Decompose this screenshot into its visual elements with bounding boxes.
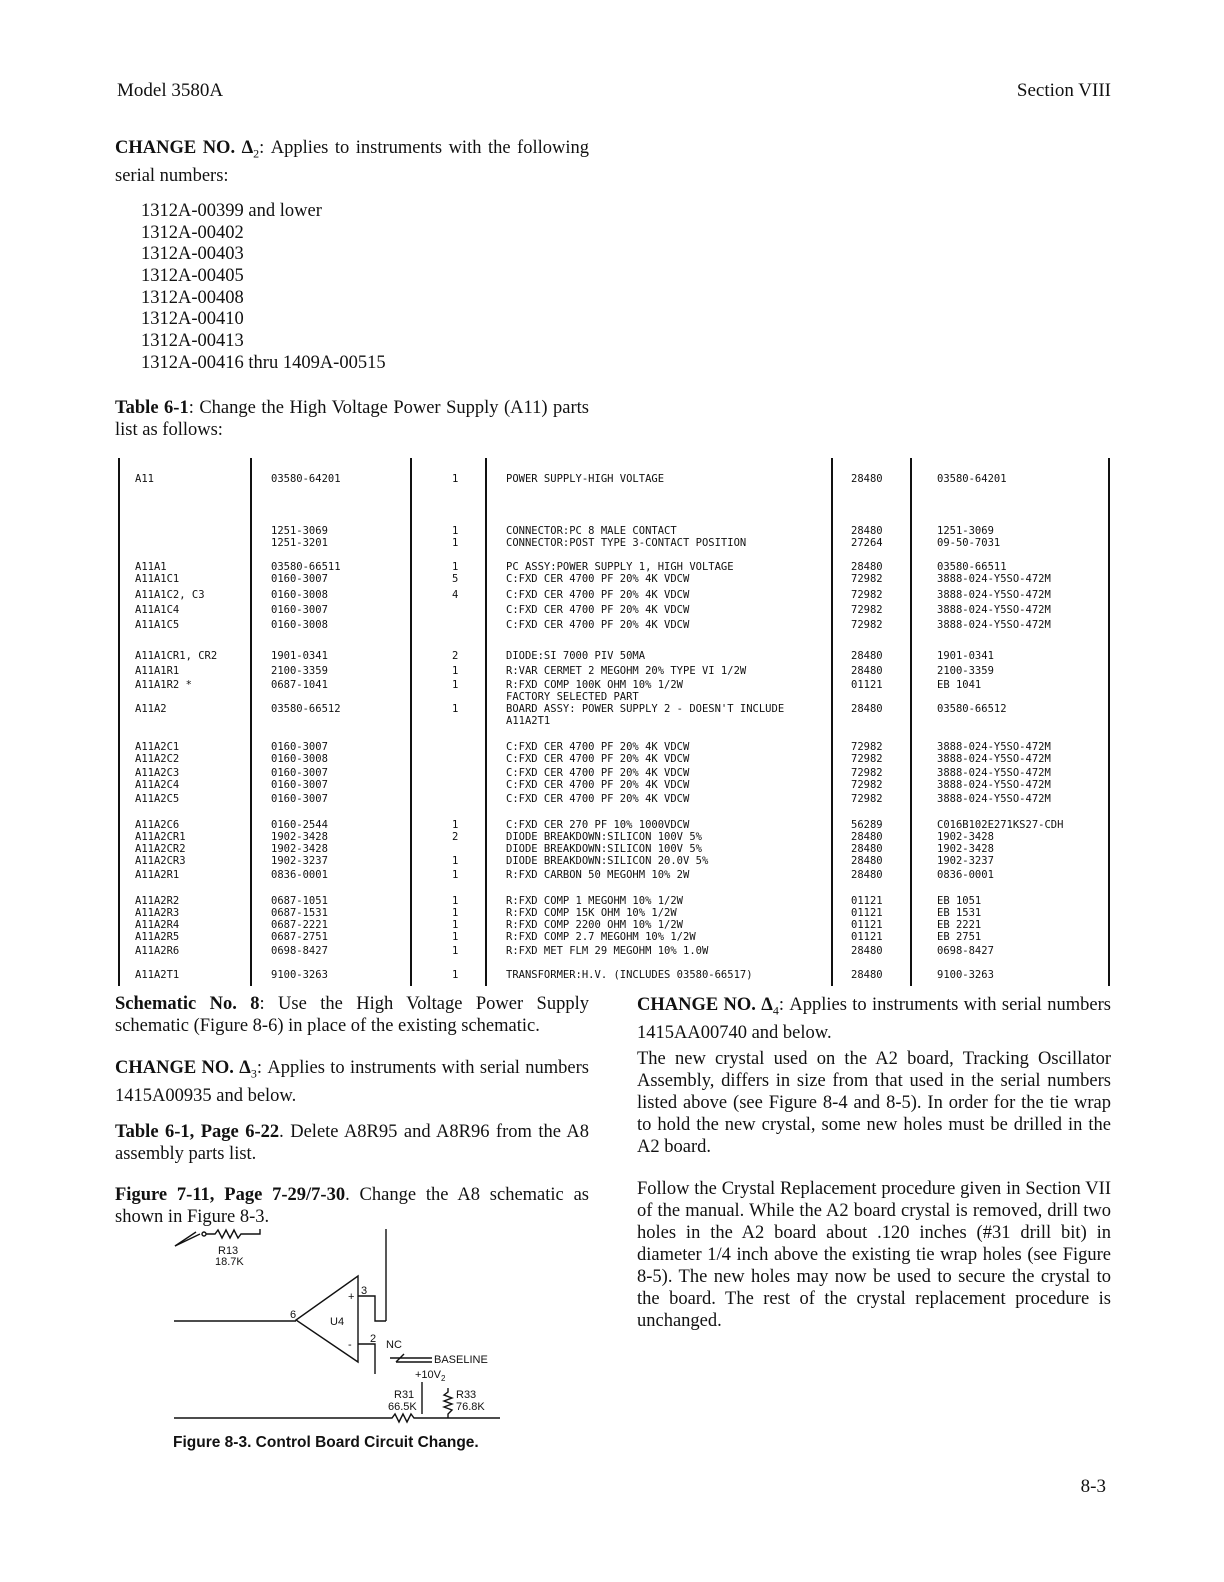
cell-ref: A11A2R6 (135, 945, 180, 957)
cell-qty: 1 (452, 525, 459, 537)
cell-mfr: 28480 (851, 969, 883, 981)
figure-caption: Figure 8-3. Control Board Circuit Change. (173, 1434, 479, 1451)
cell-pn: 03580-64201 (271, 473, 341, 485)
r13-label: R13 (218, 1245, 239, 1257)
cell-mpn: 1901-0341 (937, 650, 994, 662)
table-rule (485, 458, 487, 986)
serial-number: 1312A-00416 thru 1409A-00515 (141, 352, 386, 373)
table-change-text: : Change the High Voltage Power Supply (A11) parts list as follows: (115, 398, 589, 440)
cell-qty: 1 (452, 945, 459, 957)
cell-mpn: 3888-024-Y5SO-472M (937, 793, 1051, 805)
cell-desc: R:VAR CERMET 2 MEGOHM 20% TYPE VI 1/2W (506, 665, 747, 677)
cell-pn: 03580-66512 (271, 703, 341, 715)
table-rule (831, 458, 833, 986)
cell-qty: 1 (452, 561, 459, 573)
cell-ref: A11A1R2 * (135, 679, 192, 691)
cell-ref: A11A2C5 (135, 793, 180, 805)
cell-mpn: 3888-024-Y5SO-472M (937, 604, 1051, 616)
cell-qty: 1 (452, 473, 459, 485)
cell-mpn: 3888-024-Y5SO-472M (937, 741, 1051, 753)
supply-label: $+10V_2$ (415, 1369, 446, 1383)
page-number: 8-3 (1080, 1476, 1106, 1497)
cell-desc: DIODE BREAKDOWN:SILICON 100V 5% (506, 831, 702, 843)
table-delete-text: . Delete A8R95 and A8R96 from the A8 assembly parts list. (115, 1122, 589, 1164)
cell-ref: A11A2R2 (135, 895, 180, 907)
r13-node (202, 1232, 206, 1236)
cell-ref: A11A2R4 (135, 919, 180, 931)
baseline-label: BASELINE (434, 1354, 488, 1366)
pin3-wire (358, 1296, 386, 1321)
cell-mpn: 2100-3359 (937, 665, 994, 677)
cell-mpn: 1902-3428 (937, 831, 994, 843)
cell-mpn: 1902-3237 (937, 855, 994, 867)
cell-desc: R:FXD CARBON 50 MEGOHM 10% 2W (506, 869, 690, 881)
pin6-label: 6 (290, 1309, 297, 1321)
cell-qty: 1 (452, 855, 459, 867)
r33-label: R33 (456, 1389, 477, 1401)
cell-qty: 1 (452, 537, 459, 549)
cell-mfr: 01121 (851, 919, 883, 931)
cell-mfr: 28480 (851, 665, 883, 677)
cell-pn: 0160-2544 (271, 819, 328, 831)
cell-pn: 0160-3007 (271, 779, 328, 791)
r31-label: R31 (394, 1389, 415, 1401)
r31-value: 66.5K (388, 1401, 417, 1413)
cell-pn: 0687-1051 (271, 895, 328, 907)
cell-pn: 1902-3428 (271, 831, 328, 843)
cell-mfr: 28480 (851, 561, 883, 573)
cell-ref: A11A2C3 (135, 767, 180, 779)
cell-qty: 1 (452, 869, 459, 881)
change4-paragraph (637, 994, 1111, 1044)
cell-mpn: 3888-024-Y5SO-472M (937, 767, 1051, 779)
cell-mpn: 3888-024-Y5SO-472M (937, 753, 1051, 765)
cell-mpn: 03580-66511 (937, 561, 1007, 573)
table-rule (410, 458, 412, 986)
control-board-schematic (160, 1224, 520, 1424)
cell-desc: C:FXD CER 4700 PF 20% 4K VDCW (506, 767, 690, 779)
cell-ref: A11A2C4 (135, 779, 180, 791)
header-model: Model 3580A (117, 80, 224, 101)
cell-desc: R:FXD COMP 100K OHM 10% 1/2W (506, 679, 684, 691)
change4-text: : Applies to instruments with serial numbers 1415AA00740 and below. (637, 995, 1111, 1043)
cell-ref: A11A1R1 (135, 665, 180, 677)
table-rule (910, 458, 912, 986)
cell-desc: POWER SUPPLY-HIGH VOLTAGE (506, 473, 665, 485)
cell-mfr: 01121 (851, 907, 883, 919)
cell-ref: A11A2 (135, 703, 167, 715)
cell-mfr: 72982 (851, 573, 883, 585)
cell-desc: DIODE BREAKDOWN:SILICON 100V 5% (506, 843, 702, 855)
cell-mfr: 28480 (851, 855, 883, 867)
cell-desc: R:FXD COMP 2200 OHM 10% 1/2W (506, 919, 684, 931)
serial-number: 1312A-00410 (141, 309, 244, 330)
change3-title: CHANGE NO. $\Delta_3$ (115, 1058, 257, 1081)
cell-ref: A11A1C1 (135, 573, 180, 585)
plus-label: + (348, 1291, 355, 1303)
cell-desc: DIODE:SI 7000 PIV 50MA (506, 650, 646, 662)
r13-value: 18.7K (215, 1256, 244, 1268)
cell-pn: 0160-3007 (271, 741, 328, 753)
figure-change-ref: Figure 7-11, Page 7-29/7-30 (115, 1185, 346, 1205)
cell-desc: DIODE BREAKDOWN:SILICON 20.0V 5% (506, 855, 709, 867)
cell-qty: 2 (452, 831, 459, 843)
cell-mpn: 3888-024-Y5SO-472M (937, 779, 1051, 791)
replacement-paragraph: Follow the Crystal Replacement procedure given in Section VII of the manual. While the A2 board crystal is removed, drill two holes in the A2 board about .120 inches (#31 drill bit) in diameter 1/4 inch above the existing tie wrap holes (see Figure 8-5). The new holes may now be used to secure the crystal to the board. The rest of the crystal replacement procedure is unchanged. (637, 1179, 1111, 1331)
cell-desc: CONNECTOR:PC 8 MALE CONTACT (506, 525, 677, 537)
cell-mpn: EB 2751 (937, 931, 982, 943)
cell-desc: R:FXD COMP 2.7 MEGOHM 10% 1/2W (506, 931, 696, 943)
cell-qty: 2 (452, 650, 459, 662)
cell-ref: A11A2C6 (135, 819, 180, 831)
cell-mfr: 28480 (851, 525, 883, 537)
cell-qty: 1 (452, 895, 459, 907)
cell-pn: 1901-0341 (271, 650, 328, 662)
serial-number: 1312A-00408 (141, 287, 244, 308)
cell-pn: 03580-66511 (271, 561, 341, 573)
cell-desc: C:FXD CER 4700 PF 20% 4K VDCW (506, 753, 690, 765)
table-rule (118, 458, 120, 986)
header-section: Section VIII (1016, 80, 1111, 101)
figure-change-text: . Change the A8 schematic as shown in Figure 8-3. (115, 1185, 590, 1227)
cell-mpn: 0836-0001 (937, 869, 994, 881)
table-delete-ref: Table 6-1, Page 6-22 (115, 1122, 280, 1142)
cell-mfr: 28480 (851, 869, 883, 881)
cell-ref: A11A2T1 (135, 969, 180, 981)
cell-pn: 0836-0001 (271, 869, 328, 881)
cell-desc: R:FXD COMP 15K OHM 10% 1/2W (506, 907, 677, 919)
cell-pn: 1251-3069 (271, 525, 328, 537)
cell-mpn: 3888-024-Y5SO-472M (937, 589, 1051, 601)
cell-qty: 1 (452, 919, 459, 931)
r13-resistor (206, 1229, 260, 1238)
serial-number: 1312A-00403 (141, 244, 244, 265)
cell-desc: R:FXD MET FLM 29 MEGOHM 10% 1.0W (506, 945, 709, 957)
cell-ref: A11A2C1 (135, 741, 180, 753)
cell-desc: CONNECTOR:POST TYPE 3-CONTACT POSITION (506, 537, 747, 549)
cell-pn: 0160-3007 (271, 573, 328, 585)
change3-text: : Applies to instruments with serial numbers 1415A00935 and below. (115, 1058, 589, 1106)
cell-desc: TRANSFORMER:H.V. (INCLUDES 03580-66517) (506, 969, 753, 981)
cell-desc: R:FXD COMP 1 MEGOHM 10% 1/2W (506, 895, 684, 907)
cell-desc: PC ASSY:POWER SUPPLY 1, HIGH VOLTAGE (506, 561, 734, 573)
cell-mfr: 28480 (851, 650, 883, 662)
cell-mpn: 3888-024-Y5SO-472M (937, 619, 1051, 631)
table-rule (250, 458, 252, 986)
serial-number: 1312A-00399 and lower (141, 201, 322, 221)
nc-label: NC (386, 1339, 402, 1351)
cell-ref: A11A2R1 (135, 869, 180, 881)
r33-resistor (444, 1388, 452, 1418)
serial-number: 1312A-00405 (141, 266, 244, 287)
table-delete-paragraph (115, 1121, 589, 1165)
cell-mfr: 28480 (851, 703, 883, 715)
cell-mpn: 0698-8427 (937, 945, 994, 957)
cell-desc: C:FXD CER 270 PF 10% 1000VDCW (506, 819, 690, 831)
cell-qty: 1 (452, 819, 459, 831)
cell-desc: C:FXD CER 4700 PF 20% 4K VDCW (506, 741, 690, 753)
cell-mpn: EB 1041 (937, 679, 982, 691)
cell-pn: 1902-3237 (271, 855, 328, 867)
cell-pn: 0687-2751 (271, 931, 328, 943)
cell-qty: 1 (452, 931, 459, 943)
change2-title: CHANGE NO. $\Delta_2$ (115, 138, 260, 161)
cell-pn: 0160-3007 (271, 793, 328, 805)
schematic-paragraph (115, 993, 589, 1037)
cell-ref: A11A2CR3 (135, 855, 186, 867)
cell-ref: A11A2C2 (135, 753, 180, 765)
cell-mfr: 72982 (851, 779, 883, 791)
cell-pn: 1251-3201 (271, 537, 328, 549)
cell-ref: A11A1 (135, 561, 167, 573)
cell-mpn: 1251-3069 (937, 525, 994, 537)
cell-desc: C:FXD CER 4700 PF 20% 4K VDCW (506, 604, 690, 616)
schematic-ref: Schematic No. 8 (115, 994, 260, 1014)
cell-mfr: 01121 (851, 931, 883, 943)
cell-mfr: 56289 (851, 819, 883, 831)
change4-title: CHANGE NO. $\Delta_4$ (637, 995, 779, 1018)
r31-resistor (174, 1414, 500, 1422)
cell-ref: A11A1CR1, CR2 (135, 650, 218, 662)
cell-qty: 1 (452, 969, 459, 981)
cell-pn: 0160-3008 (271, 753, 328, 765)
figure-change-paragraph (115, 1184, 589, 1228)
cell-mfr: 72982 (851, 767, 883, 779)
cell-mfr: 72982 (851, 753, 883, 765)
cell-mfr: 28480 (851, 843, 883, 855)
cell-mfr: 01121 (851, 895, 883, 907)
cell-qty: 4 (452, 589, 459, 601)
change3-paragraph (115, 1057, 589, 1107)
cell-mpn: 3888-024-Y5SO-472M (937, 573, 1051, 585)
cell-mpn: 03580-64201 (937, 473, 1007, 485)
cell-mpn: C016B102E271KS27-CDH (937, 819, 1064, 831)
cell-ref: A11A2CR1 (135, 831, 186, 843)
cell-desc: C:FXD CER 4700 PF 20% 4K VDCW (506, 589, 690, 601)
cell-mfr: 72982 (851, 793, 883, 805)
cell-qty: 1 (452, 665, 459, 677)
cell-mfr: 72982 (851, 619, 883, 631)
cell-pn: 9100-3263 (271, 969, 328, 981)
cell-qty: 1 (452, 907, 459, 919)
cell-qty: 5 (452, 573, 459, 585)
minus-label: - (348, 1339, 352, 1351)
cell-qty: 1 (452, 679, 459, 691)
cell-mfr: 28480 (851, 945, 883, 957)
crystal-paragraph: The new crystal used on the A2 board, Tracking Oscillator Assembly, differs in size from that used in the serial numbers listed above (see Figure 8-4 and 8-5). In order for the tie wrap to hold the new crystal, some new holes must be drilled in the A2 board. (637, 1049, 1111, 1157)
change2-text: : Applies to instruments with the following serial numbers: (115, 138, 589, 186)
cell-pn: 0160-3008 (271, 619, 328, 631)
cell-pn: 1902-3428 (271, 843, 328, 855)
cell-desc: C:FXD CER 4700 PF 20% 4K VDCW (506, 793, 690, 805)
pin2-label: 2 (370, 1333, 377, 1345)
cell-pn: 0160-3007 (271, 604, 328, 616)
cell-pn: 2100-3359 (271, 665, 328, 677)
table-rule (1108, 458, 1110, 986)
cell-desc: BOARD ASSY: POWER SUPPLY 2 - DOESN'T INCLUDE (506, 703, 785, 715)
cell-ref: A11A1C2, C3 (135, 589, 205, 601)
table-ref: Table 6-1 (115, 398, 189, 418)
r33-value: 76.8K (456, 1401, 485, 1413)
cell-desc: C:FXD CER 4700 PF 20% 4K VDCW (506, 779, 690, 791)
cell-mpn: EB 1051 (937, 895, 982, 907)
cell-mpn: EB 2221 (937, 919, 982, 931)
cell-mfr: 72982 (851, 604, 883, 616)
cell-desc: FACTORY SELECTED PART (506, 691, 639, 703)
cell-mfr: 01121 (851, 679, 883, 691)
cell-mfr: 72982 (851, 589, 883, 601)
serial-number: 1312A-00413 (141, 331, 244, 352)
cell-mpn: 09-50-7031 (937, 537, 1001, 549)
cell-pn: 0687-1041 (271, 679, 328, 691)
cell-pn: 0160-3007 (271, 767, 328, 779)
serial-number: 1312A-00402 (141, 222, 244, 243)
cell-mfr: 72982 (851, 741, 883, 753)
schematic-text: : Use the High Voltage Power Supply schematic (Figure 8-6) in place of the existing schematic. (115, 994, 589, 1036)
cell-qty: 1 (452, 703, 459, 715)
pin3-label: 3 (361, 1285, 368, 1297)
cell-pn: 0160-3008 (271, 589, 328, 601)
cell-desc: A11A2T1 (506, 715, 551, 727)
cell-pn: 0687-1531 (271, 907, 328, 919)
cell-desc: C:FXD CER 4700 PF 20% 4K VDCW (506, 619, 690, 631)
u4-label: U4 (330, 1316, 345, 1328)
cell-mfr: 28480 (851, 831, 883, 843)
cell-mpn: 1902-3428 (937, 843, 994, 855)
cell-ref: A11A2R3 (135, 907, 180, 919)
r13-input-wire (175, 1232, 196, 1246)
cell-ref: A11A2CR2 (135, 843, 186, 855)
cell-desc: C:FXD CER 4700 PF 20% 4K VDCW (506, 573, 690, 585)
cell-pn: 0687-2221 (271, 919, 328, 931)
cell-mpn: 9100-3263 (937, 969, 994, 981)
cell-pn: 0698-8427 (271, 945, 328, 957)
pin2-wire (358, 1344, 375, 1374)
cell-mfr: 27264 (851, 537, 883, 549)
cell-ref: A11A1C4 (135, 604, 180, 616)
cell-mpn: 03580-66512 (937, 703, 1007, 715)
cell-mfr: 28480 (851, 473, 883, 485)
cell-ref: A11A2R5 (135, 931, 180, 943)
cell-ref: A11A1C5 (135, 619, 180, 631)
cell-ref: A11 (135, 473, 154, 485)
cell-mpn: EB 1531 (937, 907, 982, 919)
